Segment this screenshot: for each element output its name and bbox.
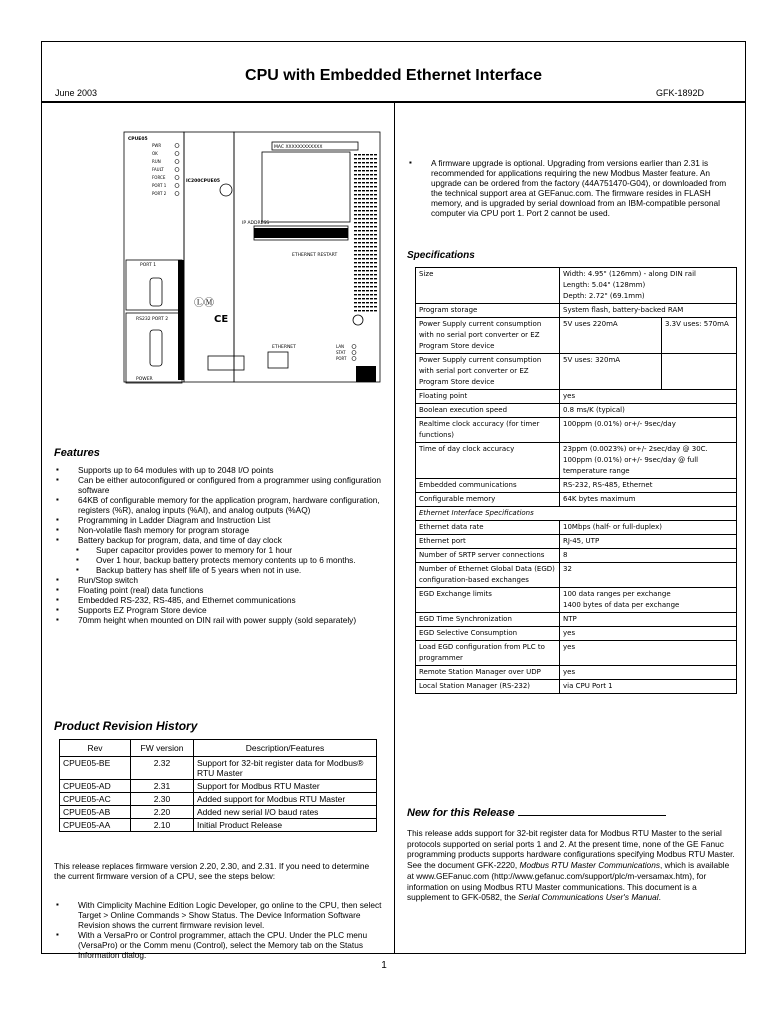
- revision-cell-rev: CPUE05-AD: [60, 780, 131, 793]
- feature-item: ▪ Embedded RS-232, RS-485, and Ethernet communications: [54, 595, 384, 605]
- table-row: [416, 318, 737, 354]
- table-row: [416, 354, 737, 390]
- model-label: CPUE05: [128, 137, 148, 142]
- led-label: FORCE: [152, 175, 166, 180]
- feature-item: ▪ 70mm height when mounted on DIN rail with power supply (sold separately): [54, 615, 384, 625]
- table-row: [416, 304, 737, 318]
- spec-label: Floating point: [416, 390, 560, 404]
- revision-cell-fw: 2.32: [131, 757, 194, 780]
- feature-item: ▪ Supports EZ Program Store device: [54, 605, 384, 615]
- table-row: [60, 806, 377, 819]
- spec-value: RJ-45, UTP: [560, 535, 737, 549]
- mac-label: MAC XXXXXXXXXXXX: [274, 145, 323, 150]
- spec-value-empty: [662, 354, 737, 390]
- list-item: ▪ With Cimplicity Machine Edition Logic Developer, go online to the CPU, then select Target > Online Commands > Show Status. The Device Information Software Revision shows the current firmware revision level.: [54, 900, 384, 930]
- spec-value: yes: [560, 627, 737, 641]
- column-header-description: Description/Features: [194, 740, 377, 757]
- table-row: [416, 535, 737, 549]
- table-row: [60, 819, 377, 832]
- table-row: [416, 613, 737, 627]
- feature-item: ▪ Floating point (real) data functions: [54, 585, 384, 595]
- spec-label: EGD Time Synchronization: [416, 613, 560, 627]
- firmware-note: This release replaces firmware version 2.20, 2.30, and 2.31. If you need to determine the current firmware version of a CPU, see the steps below:: [54, 861, 370, 881]
- lan-led-label: PORT: [336, 356, 347, 361]
- spec-value: 5V uses: 320mA: [560, 354, 662, 390]
- spec-label: Power Supply current consumption with serial port converter or EZ Program Store device: [416, 354, 560, 390]
- table-row: [416, 479, 737, 493]
- manual-title: Serial Communications User's Manual: [518, 892, 659, 903]
- table-row: [416, 390, 737, 404]
- spec-value: yes: [560, 666, 737, 680]
- spec-value: 8: [560, 549, 737, 563]
- spec-value: 32: [560, 563, 737, 588]
- ethernet-section-label: Ethernet Interface Specifications: [416, 507, 737, 521]
- specifications-table: [415, 267, 737, 694]
- page-number: 1: [381, 960, 387, 971]
- upgrade-note: ▪ A firmware upgrade is optional. Upgrading from versions earlier than 2.31 is recommended for applications requiring the new Modbus Master feature. An upgrade can be ordered from the factory (44A751470-G04), or downloaded from the technical support area at GEFanuc.com. The firmware resides in FLASH memory, and is upgraded by serial download from an IBM-compatible personal computer via CPU port 1. Port 2 cannot be used.: [407, 158, 739, 218]
- revision-cell-fw: 2.30: [131, 793, 194, 806]
- table-row: [416, 493, 737, 507]
- spec-value: 5V uses 220mA: [560, 318, 662, 354]
- specifications-heading: Specifications: [407, 250, 475, 261]
- revision-cell-desc: Support for 32-bit register data for Modbus® RTU Master: [194, 757, 377, 780]
- table-row: [416, 627, 737, 641]
- ip-label: IP ADDRESS: [242, 221, 270, 226]
- table-row: [416, 641, 737, 666]
- table-row: [416, 521, 737, 535]
- table-row: [416, 268, 737, 304]
- spec-value: via CPU Port 1: [560, 680, 737, 694]
- page-title: CPU with Embedded Ethernet Interface: [245, 67, 542, 84]
- revision-cell-fw: 2.10: [131, 819, 194, 832]
- feature-item: ▪ Over 1 hour, backup battery protects memory contents up to 6 months.: [54, 555, 384, 565]
- features-list: [54, 465, 384, 625]
- spec-label: Boolean execution speed: [416, 404, 560, 418]
- spec-label: EGD Selective Consumption: [416, 627, 560, 641]
- status-led-icon: [175, 168, 179, 172]
- revision-history-table: [59, 739, 377, 832]
- column-header-rev: Rev: [60, 740, 131, 757]
- new-release-heading: [407, 807, 732, 819]
- egd-limit-bytes: 1400 bytes of data per exchange: [563, 601, 680, 609]
- revision-rows: [60, 757, 377, 832]
- spec-value: [560, 268, 737, 304]
- revision-cell-desc: Initial Product Release: [194, 819, 377, 832]
- spec-label: Ethernet port: [416, 535, 560, 549]
- table-row: [416, 563, 737, 588]
- table-row: [60, 757, 377, 780]
- port2-label: RS232 PORT 2: [136, 317, 169, 322]
- table-row: [416, 404, 737, 418]
- feature-item: ▪ Battery backup for program, data, and time of day clock: [54, 535, 384, 545]
- status-led-icon: [175, 160, 179, 164]
- revision-cell-rev: CPUE05-AA: [60, 819, 131, 832]
- status-led-icon: [175, 144, 179, 148]
- revision-cell-fw: 2.20: [131, 806, 194, 819]
- svg-text:ⓁⓂ: ⓁⓂ: [194, 298, 214, 309]
- spec-label: Realtime clock accuracy (for timer functions): [416, 418, 560, 443]
- feature-item: ▪ Can be either autoconfigured or configured from a programmer using configuration software: [54, 475, 384, 495]
- size-length: Length: 5.04" (128mm): [563, 281, 646, 289]
- spec-value: 23ppm (0.0023%) or+/- 2sec/day @ 30C. 100ppm (0.01%) or+/- 9sec/day @ full temperature range: [560, 443, 737, 479]
- status-led-icon: [175, 192, 179, 196]
- spec-value: 64K bytes maximum: [560, 493, 737, 507]
- power-label: POWER: [136, 377, 153, 382]
- status-led-icon: [175, 176, 179, 180]
- new-release-heading-text: New for this Release: [407, 807, 515, 819]
- publication-date: June 2003: [55, 88, 98, 98]
- status-led-icon: [352, 357, 356, 361]
- table-row: [416, 418, 737, 443]
- feature-item: ▪ 64KB of configurable memory for the application program, hardware configuration, registers (%R), analog inputs (%AI), and analog outputs (%AQ): [54, 495, 384, 515]
- size-width: Width: 4.95" (126mm) - along DIN rail: [563, 270, 696, 278]
- port1-label: PORT 1: [140, 263, 157, 268]
- led-label: RUN: [152, 159, 161, 164]
- feature-item: ▪ Supports up to 64 modules with up to 2048 I/O points: [54, 465, 384, 475]
- table-row: [416, 549, 737, 563]
- feature-item: ▪ Non-volatile flash memory for program storage: [54, 525, 384, 535]
- cpu-module-illustration: [122, 130, 390, 385]
- spec-label: Number of Ethernet Global Data (EGD) configuration-based exchanges: [416, 563, 560, 588]
- table-row: [416, 507, 737, 521]
- size-depth: Depth: 2.72" (69.1mm): [563, 292, 645, 300]
- spec-value: yes: [560, 390, 737, 404]
- led-label: FAULT: [152, 167, 164, 172]
- feature-item: ▪ Run/Stop switch: [54, 575, 384, 585]
- table-row: [416, 588, 737, 613]
- firmware-steps: [54, 900, 384, 960]
- feature-item: ▪ Backup battery has shelf life of 5 years when not in use.: [54, 565, 384, 575]
- status-led-icon: [352, 345, 356, 349]
- status-led-icon: [352, 351, 356, 355]
- document-title-link: Modbus RTU Master Communications: [519, 860, 661, 871]
- spec-label: Power Supply current consumption with no serial port converter or EZ Program Store device: [416, 318, 560, 354]
- spec-label: Local Station Manager (RS-232): [416, 680, 560, 694]
- document-number: GFK-1892D: [655, 88, 704, 98]
- list-item: ▪ With a VersaPro or Control programmer, attach the CPU. Under the PLC menu (VersaPro) or the Comm menu (Control), select the Memory tab on the Status Information dialog.: [54, 930, 384, 960]
- upgrade-note-list: [407, 158, 739, 218]
- spec-value: yes: [560, 641, 737, 666]
- table-header-row: [60, 740, 377, 757]
- new-release-text-part: , which is available at www.GEFanuc.com (http://www.gefanuc.com/support/plc/m-versamax.htm), for information on using Modbus RTU Master communications. This document is a supplement to GFK-0582, the: [407, 860, 730, 903]
- spec-value: [560, 588, 737, 613]
- spec-label: Configurable memory: [416, 493, 560, 507]
- spec-label: Program storage: [416, 304, 560, 318]
- revision-cell-rev: CPUE05-BE: [60, 757, 131, 780]
- spec-label: Load EGD configuration from PLC to programmer: [416, 641, 560, 666]
- status-led-icon: [175, 152, 179, 156]
- led-label: PWR: [152, 143, 162, 148]
- page-frame: [41, 41, 746, 960]
- led-label: OK: [152, 151, 158, 156]
- egd-limit-ranges: 100 data ranges per exchange: [563, 590, 671, 598]
- revision-cell-fw: 2.31: [131, 780, 194, 793]
- spec-label: Size: [416, 268, 560, 304]
- spec-label: Ethernet data rate: [416, 521, 560, 535]
- table-row: [60, 780, 377, 793]
- revision-cell-desc: Added new serial I/O baud rates: [194, 806, 377, 819]
- spec-value: 10Mbps (half- or full-duplex): [560, 521, 737, 535]
- spec-label: Number of SRTP server connections: [416, 549, 560, 563]
- table-row: [416, 680, 737, 694]
- led-label: PORT 2: [152, 191, 167, 196]
- features-heading: Features: [54, 447, 100, 459]
- feature-item: ▪ Super capacitor provides power to memory for 1 hour: [54, 545, 384, 555]
- spec-label: EGD Exchange limits: [416, 588, 560, 613]
- spec-value: 100ppm (0.01%) or+/- 9sec/day: [560, 418, 737, 443]
- spec-value: 0.8 ms/K (typical): [560, 404, 737, 418]
- spec-value: 3.3V uses: 570mA: [662, 318, 737, 354]
- status-led-icon: [175, 184, 179, 188]
- new-release-text: [407, 828, 737, 903]
- table-row: [416, 666, 737, 680]
- revision-cell-desc: Added support for Modbus RTU Master: [194, 793, 377, 806]
- column-divider: [394, 103, 395, 953]
- revision-history-heading: Product Revision History: [54, 719, 198, 733]
- spec-label: Time of day clock accuracy: [416, 443, 560, 479]
- svg-text:CE: CE: [214, 314, 229, 325]
- ethernet-label: ETHERNET: [272, 345, 296, 350]
- new-release-text-part: .: [658, 892, 661, 903]
- revision-cell-desc: Support for Modbus RTU Master: [194, 780, 377, 793]
- module-label: IC200CPUE05: [186, 179, 220, 184]
- column-header-fw: FW version: [131, 740, 194, 757]
- spec-label: Embedded communications: [416, 479, 560, 493]
- revision-cell-rev: CPUE05-AB: [60, 806, 131, 819]
- led-label: PORT 1: [152, 183, 167, 188]
- restart-label: ETHERNET RESTART: [292, 253, 338, 258]
- spec-label: Remote Station Manager over UDP: [416, 666, 560, 680]
- spec-value: RS-232, RS-485, Ethernet: [560, 479, 737, 493]
- lan-led-label: STAT: [336, 350, 346, 355]
- table-row: [60, 793, 377, 806]
- heading-rule: [518, 815, 666, 816]
- spec-value: System flash, battery-backed RAM: [560, 304, 737, 318]
- lan-led-label: LAN: [336, 344, 345, 349]
- table-row: [416, 443, 737, 479]
- new-release-text-part: This release adds support for 32-bit register data for Modbus RTU Master to the serial protocols supported on serial ports 1 and 2. At the present time, none of the GE Fanuc programming products supports hardware configurations specifying Modbus RTU Master. See the document GFK-2220,: [407, 828, 735, 871]
- spec-value: NTP: [560, 613, 737, 627]
- revision-cell-rev: CPUE05-AC: [60, 793, 131, 806]
- feature-item: ▪ Programming in Ladder Diagram and Instruction List: [54, 515, 384, 525]
